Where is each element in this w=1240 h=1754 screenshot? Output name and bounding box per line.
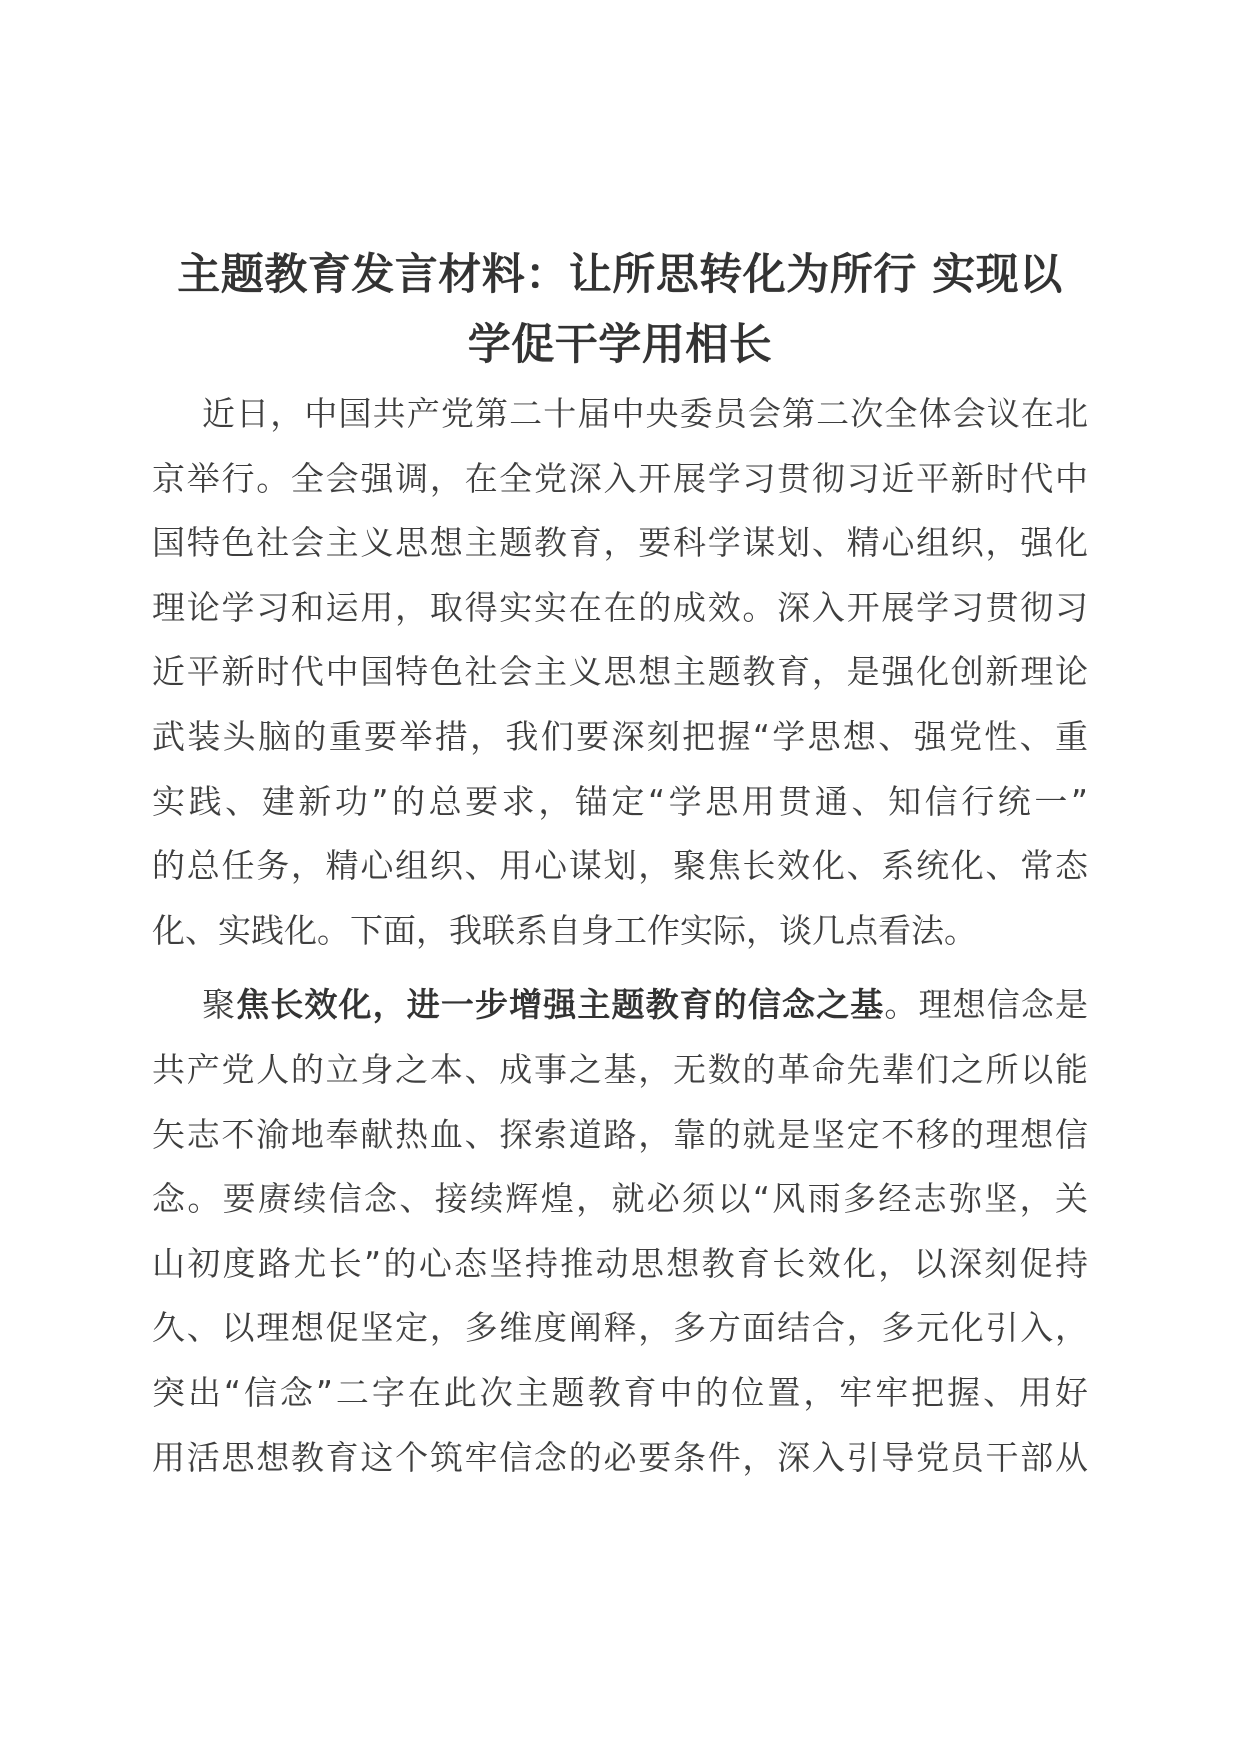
paragraph-line: 近日，中国共产党第二十届中央委员会第二次全体会议在北 — [202, 394, 1088, 433]
paragraph-line: 矢志不渝地奉献热血、探索道路，靠的就是坚定不移的理想信 — [152, 1114, 1088, 1154]
paragraph-lead-char: 聚 — [202, 985, 237, 1025]
paragraph-line: 山初度路尤长”的心态坚持推动思想教育长效化，以深刻促持 — [152, 1243, 1088, 1283]
paragraph-line: 实践、建新功”的总要求，锚定“学思用贯通、知信行统一” — [152, 781, 1088, 821]
title-line-2: 学促干学用相长 — [467, 320, 773, 370]
paragraph-line: 用活思想教育这个筑牢信念的必要条件，深入引导党员干部从 — [152, 1437, 1088, 1477]
paragraph-line: 理论学习和运用，取得实实在在的成效。深入开展学习贯彻习 — [152, 587, 1088, 627]
paragraph-line: 国特色社会主义思想主题教育，要科学谋划、精心组织，强化 — [152, 523, 1088, 563]
paragraph-lead-rest: 。理想信念是 — [884, 985, 1089, 1025]
title-line-1: 主题教育发言材料：让所思转化为所行 实现以 — [177, 250, 1063, 300]
paragraph-line: 共产党人的立身之本、成事之基，无数的革命先辈们之所以能 — [152, 1049, 1088, 1089]
paragraph-line: 念。要赓续信念、接续辉煌，就必须以“风雨多经志弥坚，关 — [152, 1179, 1088, 1219]
document-body — [152, 382, 1088, 1490]
paragraph-line: 近平新时代中国特色社会主义思想主题教育，是强化创新理论 — [152, 652, 1088, 692]
paragraph-line-with-heading — [152, 973, 1088, 1038]
paragraph-intro — [152, 382, 1088, 963]
paragraph-line: 突出“信念”二字在此次主题教育中的位置，牢牢把握、用好 — [152, 1372, 1088, 1412]
paragraph-section-1 — [152, 973, 1088, 1490]
paragraph-line: 化、实践化。下面，我联系自身工作实际，谈几点看法。 — [152, 910, 977, 950]
section-heading: 焦长效化，进一步增强主题教育的信念之基 — [236, 985, 885, 1025]
paragraph-line: 的总任务，精心组织、用心谋划，聚焦长效化、系统化、常态 — [152, 846, 1088, 886]
document-title — [150, 240, 1090, 380]
paragraph-line: 武装头脑的重要举措，我们要深刻把握“学思想、强党性、重 — [152, 716, 1088, 756]
paragraph-line: 京举行。全会强调，在全党深入开展学习贯彻习近平新时代中 — [152, 458, 1088, 498]
paragraph-line: 久、以理想促坚定，多维度阐释，多方面结合，多元化引入， — [152, 1308, 1088, 1348]
